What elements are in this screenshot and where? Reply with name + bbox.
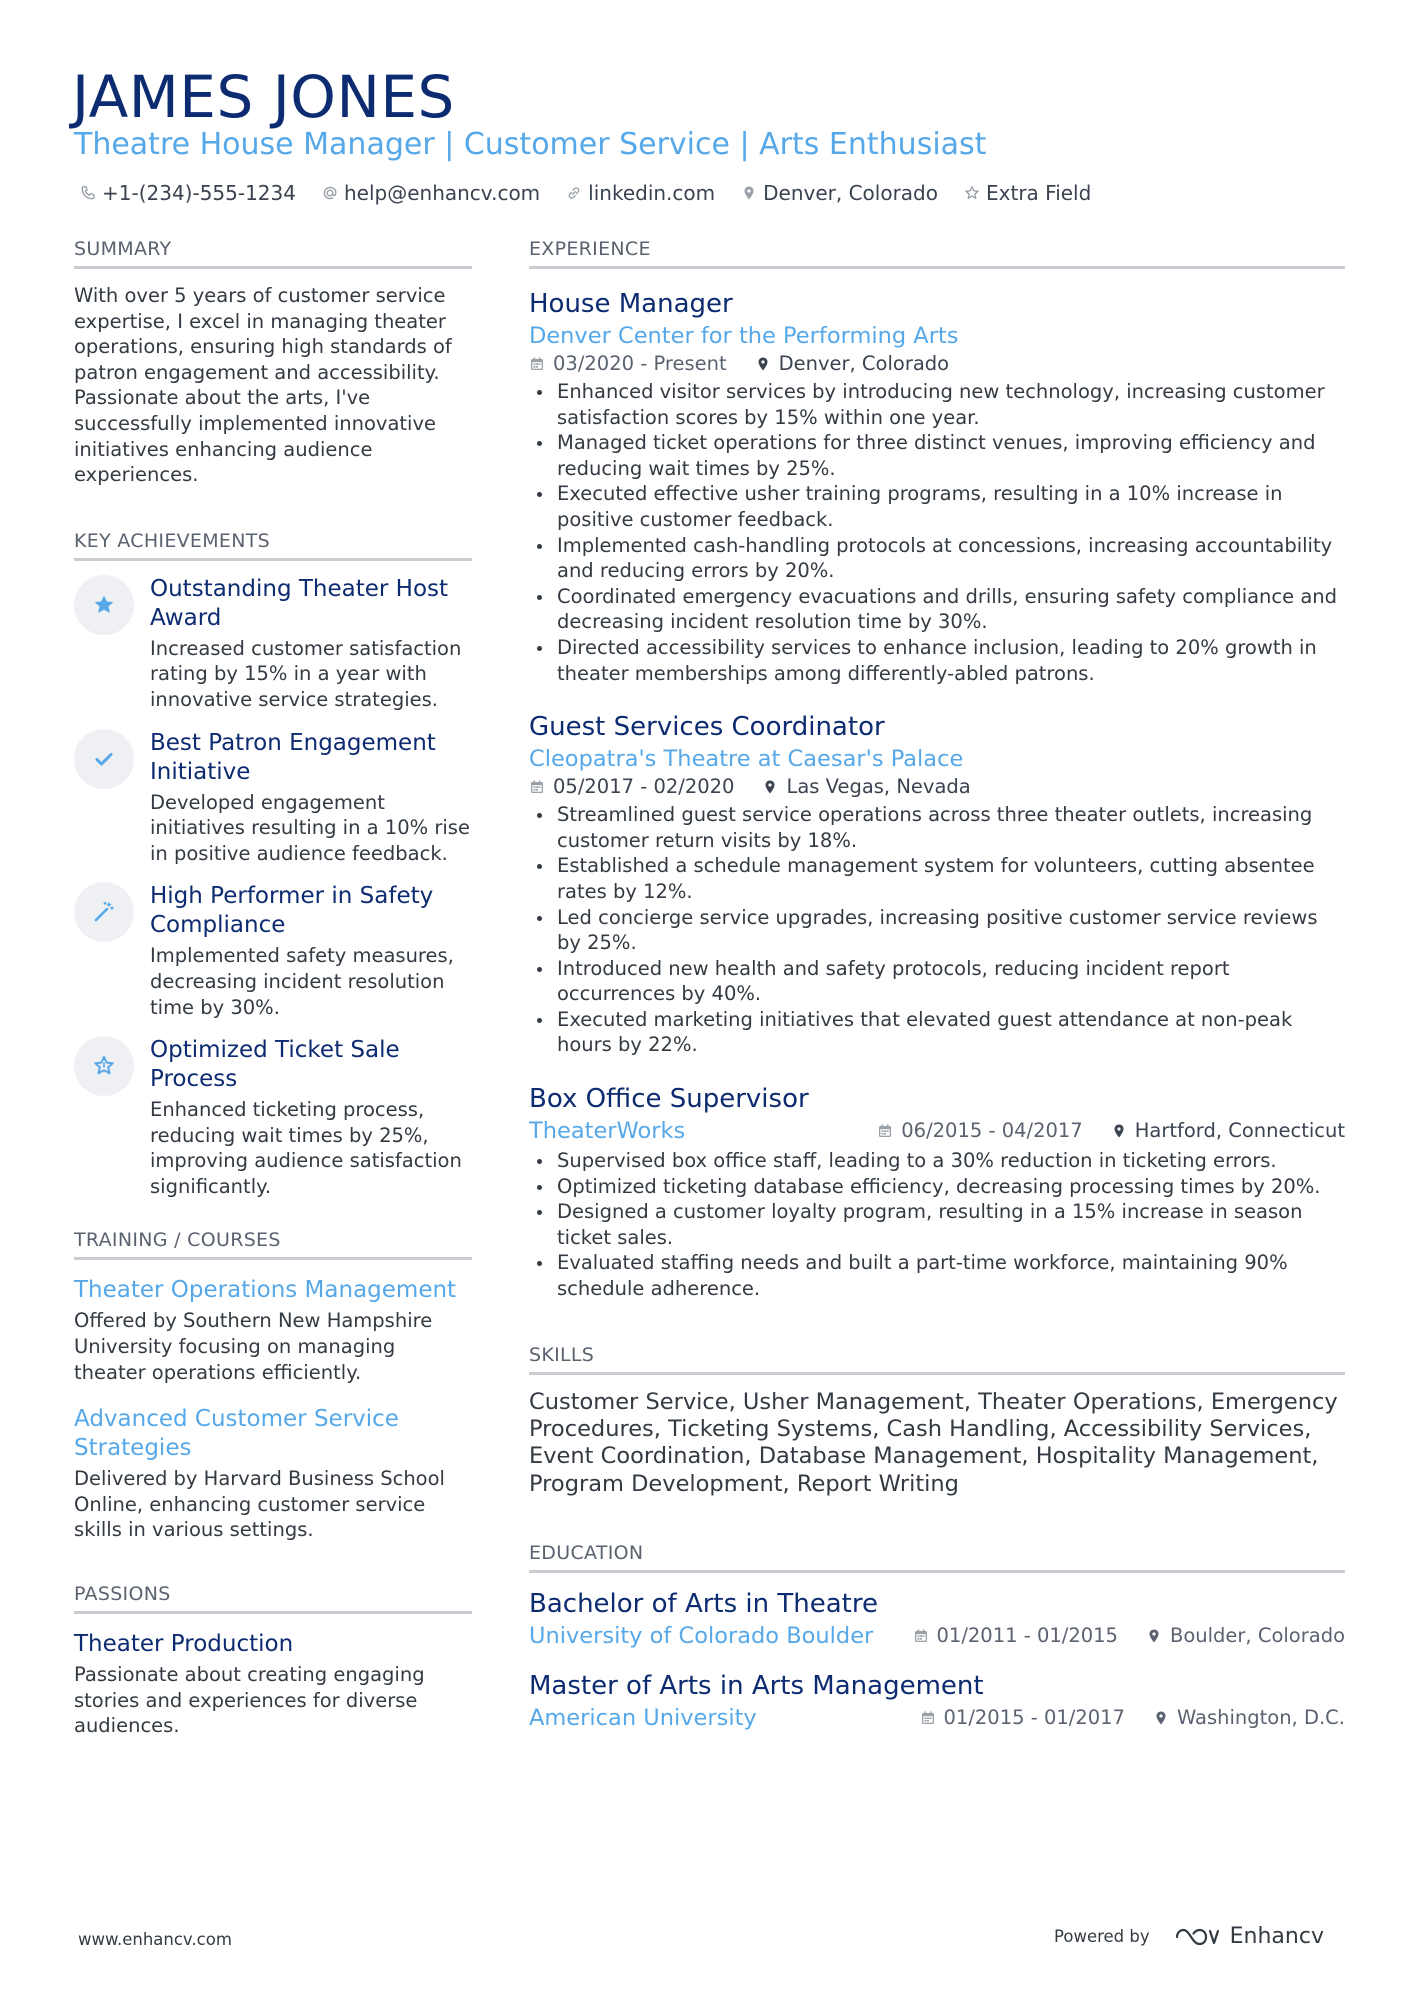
course-desc: Delivered by Harvard Business School Online, enhancing customer service skills in various settings. xyxy=(74,1467,445,1542)
job-location-text: Hartford, Connecticut xyxy=(1134,1119,1345,1143)
calendar-icon xyxy=(877,1123,893,1139)
job-title: Box Office Supervisor xyxy=(529,1084,809,1115)
education-heading: EDUCATION xyxy=(529,1540,1345,1573)
achievement-desc: Increased customer satisfaction rating by 15% in a year with innovative service strategies. xyxy=(150,636,462,711)
job-bullet: Evaluated staffing needs and built a part-time workforce, maintaining 90% schedule adherence. xyxy=(529,1250,1345,1301)
job-meta xyxy=(529,774,1345,800)
footer-branding xyxy=(1054,1924,1324,1949)
course-desc: Offered by Southern New Hampshire University focusing on managing theater operations efficiently. xyxy=(74,1309,433,1384)
education-meta xyxy=(920,1705,1345,1731)
contact-extra xyxy=(964,181,1091,205)
calendar-icon xyxy=(920,1710,936,1726)
job-dates xyxy=(529,351,727,377)
job-bullet: Optimized ticketing database efficiency, decreasing processing times by 20%. xyxy=(529,1174,1345,1200)
training-heading: TRAINING / COURSES xyxy=(74,1227,472,1260)
achievement-title: Optimized Ticket Sale Process xyxy=(150,1037,400,1093)
achievement-item xyxy=(74,882,472,1020)
job-location-text: Denver, Colorado xyxy=(778,352,950,375)
star-icon xyxy=(92,593,116,617)
education-school: University of Colorado Boulder xyxy=(529,1623,874,1650)
job-meta xyxy=(529,351,1345,377)
education-school-row xyxy=(529,1703,1345,1733)
right-column xyxy=(529,236,1345,1733)
contact-location xyxy=(741,181,938,205)
footer-site-link[interactable]: www.enhancv.com xyxy=(78,1930,232,1949)
location-pin-icon xyxy=(1153,1710,1169,1726)
job-company: Cleopatra's Theatre at Caesar's Palace xyxy=(529,746,964,773)
location-text: Denver, Colorado xyxy=(763,181,938,205)
achievements-heading: KEY ACHIEVEMENTS xyxy=(74,528,472,561)
education-school: American University xyxy=(529,1705,757,1732)
contact-phone[interactable] xyxy=(80,181,296,205)
job-company: Denver Center for the Performing Arts xyxy=(529,323,959,349)
extra-text: Extra Field xyxy=(986,181,1092,205)
job-bullet: Led concierge service upgrades, increasing positive customer service reviews by 25%. xyxy=(529,905,1345,956)
summary-heading: SUMMARY xyxy=(74,236,472,269)
education-meta xyxy=(913,1623,1346,1649)
skills-heading: SKILLS xyxy=(529,1342,1345,1375)
location-pin-icon xyxy=(1146,1628,1162,1644)
enhancv-logo[interactable] xyxy=(1174,1924,1324,1949)
calendar-icon xyxy=(529,356,545,372)
education-dates-text: 01/2015 - 01/2017 xyxy=(943,1706,1125,1730)
job-bullet: Coordinated emergency evacuations and drills, ensuring safety compliance and decreasing incident resolution time by 30%. xyxy=(529,584,1345,635)
job-bullet: Established a schedule management system for volunteers, cutting absentee rates by 12%. xyxy=(529,853,1345,904)
education-school-row xyxy=(529,1621,1345,1651)
experience-heading: EXPERIENCE xyxy=(529,236,1345,269)
passion-desc: Passionate about creating engaging stories and experiences for diverse audiences. xyxy=(74,1663,425,1738)
experience-section xyxy=(529,236,1345,1302)
job-company: TheaterWorks xyxy=(529,1118,686,1145)
education-dates xyxy=(913,1623,1118,1649)
job-bullet: Supervised box office staff, leading to a 30% reduction in ticketing errors. xyxy=(529,1148,1345,1174)
location-pin-icon xyxy=(741,185,757,201)
skills-text: Customer Service, Usher Management, Theater Operations, Emergency Procedures, Ticketing Systems, Cash Handling, Accessibility Services, Event Coordination, Database Management, Hospitality Management, Program Development, Report Writing xyxy=(529,1388,1338,1497)
enhancv-logo-text: Enhancv xyxy=(1229,1924,1324,1949)
course-title: Advanced Customer Service Strategies xyxy=(74,1406,399,1462)
job-bullet: Implemented cash-handling protocols at concessions, increasing accountability and reducing errors by 20%. xyxy=(529,533,1345,584)
phone-text: +1-(234)-555-1234 xyxy=(102,181,296,205)
education-dates xyxy=(920,1705,1125,1731)
course-title: Theater Operations Management xyxy=(74,1277,457,1304)
job-dates-text: 06/2015 - 04/2017 xyxy=(901,1119,1083,1143)
job-bullet: Streamlined guest service operations across three theater outlets, increasing customer return visits by 18%. xyxy=(529,802,1345,853)
check-icon xyxy=(92,747,116,771)
star-outline-icon xyxy=(92,1054,116,1078)
summary-text: With over 5 years of customer service expertise, I excel in managing theater operations, ensuring high standards of patron engagement and accessibility. Passionate about the arts, I've successfully implemented innovative initiatives enhancing audience experiences. xyxy=(74,284,452,487)
job-bullet: Enhanced visitor services by introducing new technology, increasing customer satisfaction scores by 15% within one year. xyxy=(529,379,1345,430)
achievement-desc: Enhanced ticketing process, reducing wait times by 25%, improving audience satisfaction significantly. xyxy=(150,1098,462,1198)
achievement-icon-circle xyxy=(74,1036,134,1096)
passion-title: Theater Production xyxy=(74,1631,294,1658)
course-item xyxy=(74,1276,472,1385)
education-degree: Bachelor of Arts in Theatre xyxy=(529,1589,878,1620)
achievement-item xyxy=(74,729,472,867)
job-dates-text: 05/2017 - 02/2020 xyxy=(553,775,735,799)
magic-wand-icon xyxy=(92,900,116,924)
job-dates xyxy=(529,774,734,800)
education-location xyxy=(1153,1705,1345,1731)
job-dates-text: 03/2020 - Present xyxy=(553,352,727,375)
achievement-title: Outstanding Theater Host Award xyxy=(150,575,449,631)
job-meta xyxy=(877,1118,1345,1144)
candidate-name: JAMES JONES xyxy=(72,63,455,131)
contact-linkedin[interactable] xyxy=(566,181,715,205)
education-entry xyxy=(529,1587,1345,1651)
job-dates xyxy=(877,1118,1082,1144)
enhancv-logo-icon xyxy=(1174,1925,1220,1949)
training-section xyxy=(74,1227,472,1543)
course-item xyxy=(74,1405,472,1543)
passions-section xyxy=(74,1581,472,1739)
job-entry xyxy=(529,710,1345,1058)
job-title: House Manager xyxy=(529,289,733,319)
education-dates-text: 01/2011 - 01/2015 xyxy=(936,1624,1118,1648)
achievement-desc: Implemented safety measures, decreasing incident resolution time by 30%. xyxy=(150,944,454,1019)
education-location-text: Washington, D.C. xyxy=(1176,1706,1345,1730)
job-bullet: Introduced new health and safety protocols, reducing incident report occurrences by 40%. xyxy=(529,956,1345,1007)
job-bullet: Executed effective usher training programs, resulting in a 10% increase in positive customer feedback. xyxy=(529,481,1345,532)
achievement-icon-circle xyxy=(74,575,134,635)
at-icon xyxy=(322,185,338,201)
job-entry xyxy=(529,287,1345,686)
passion-item xyxy=(74,1630,472,1739)
calendar-icon xyxy=(913,1628,929,1644)
contact-email[interactable] xyxy=(322,181,540,205)
education-section xyxy=(529,1540,1345,1733)
job-company-row xyxy=(529,1116,1345,1146)
achievement-icon-circle xyxy=(74,729,134,789)
job-bullet: Designed a customer loyalty program, resulting in a 15% increase in season ticket sales. xyxy=(529,1199,1345,1250)
job-location xyxy=(755,351,950,377)
phone-icon xyxy=(80,185,96,201)
passions-heading: PASSIONS xyxy=(74,1581,472,1614)
job-bullet: Managed ticket operations for three distinct venues, improving efficiency and reducing wait times by 25%. xyxy=(529,430,1345,481)
job-entry xyxy=(529,1082,1345,1302)
email-text: help@enhancv.com xyxy=(343,181,541,205)
achievement-desc: Developed engagement initiatives resulting in a 10% rise in positive audience feedback. xyxy=(150,790,470,865)
job-bullets xyxy=(529,802,1345,1058)
star-outline-icon xyxy=(964,185,980,201)
job-title: Guest Services Coordinator xyxy=(529,712,885,743)
left-column xyxy=(74,236,472,1739)
achievements-section xyxy=(74,528,472,1200)
education-location-text: Boulder, Colorado xyxy=(1169,1624,1345,1648)
achievement-item xyxy=(74,575,472,713)
job-bullet: Executed marketing initiatives that elevated guest attendance at non-peak hours by 22%. xyxy=(529,1007,1345,1058)
achievement-icon-circle xyxy=(74,882,134,942)
contact-bar xyxy=(80,178,1117,208)
candidate-title: Theatre House Manager | Customer Service | Arts Enthusiast xyxy=(74,127,987,162)
education-entry xyxy=(529,1669,1345,1733)
job-location xyxy=(762,774,970,800)
job-bullets xyxy=(529,1148,1345,1302)
linkedin-text: linkedin.com xyxy=(588,181,716,205)
achievement-item xyxy=(74,1036,472,1199)
job-bullets xyxy=(529,379,1345,686)
achievement-title: High Performer in Safety Compliance xyxy=(150,883,434,939)
location-pin-icon xyxy=(762,779,778,795)
powered-by-text: Powered by xyxy=(1054,1927,1150,1946)
location-pin-icon xyxy=(755,356,771,372)
job-bullet: Directed accessibility services to enhance inclusion, leading to 20% growth in theater memberships among differently-abled patrons. xyxy=(529,635,1345,686)
link-icon xyxy=(566,185,582,201)
achievement-title: Best Patron Engagement Initiative xyxy=(150,729,436,785)
education-location xyxy=(1146,1623,1345,1649)
location-pin-icon xyxy=(1111,1123,1127,1139)
calendar-icon xyxy=(529,779,545,795)
job-location xyxy=(1111,1118,1345,1144)
education-degree: Master of Arts in Arts Management xyxy=(529,1671,984,1702)
summary-section xyxy=(74,236,472,488)
job-location-text: Las Vegas, Nevada xyxy=(786,775,971,799)
skills-section xyxy=(529,1342,1345,1499)
